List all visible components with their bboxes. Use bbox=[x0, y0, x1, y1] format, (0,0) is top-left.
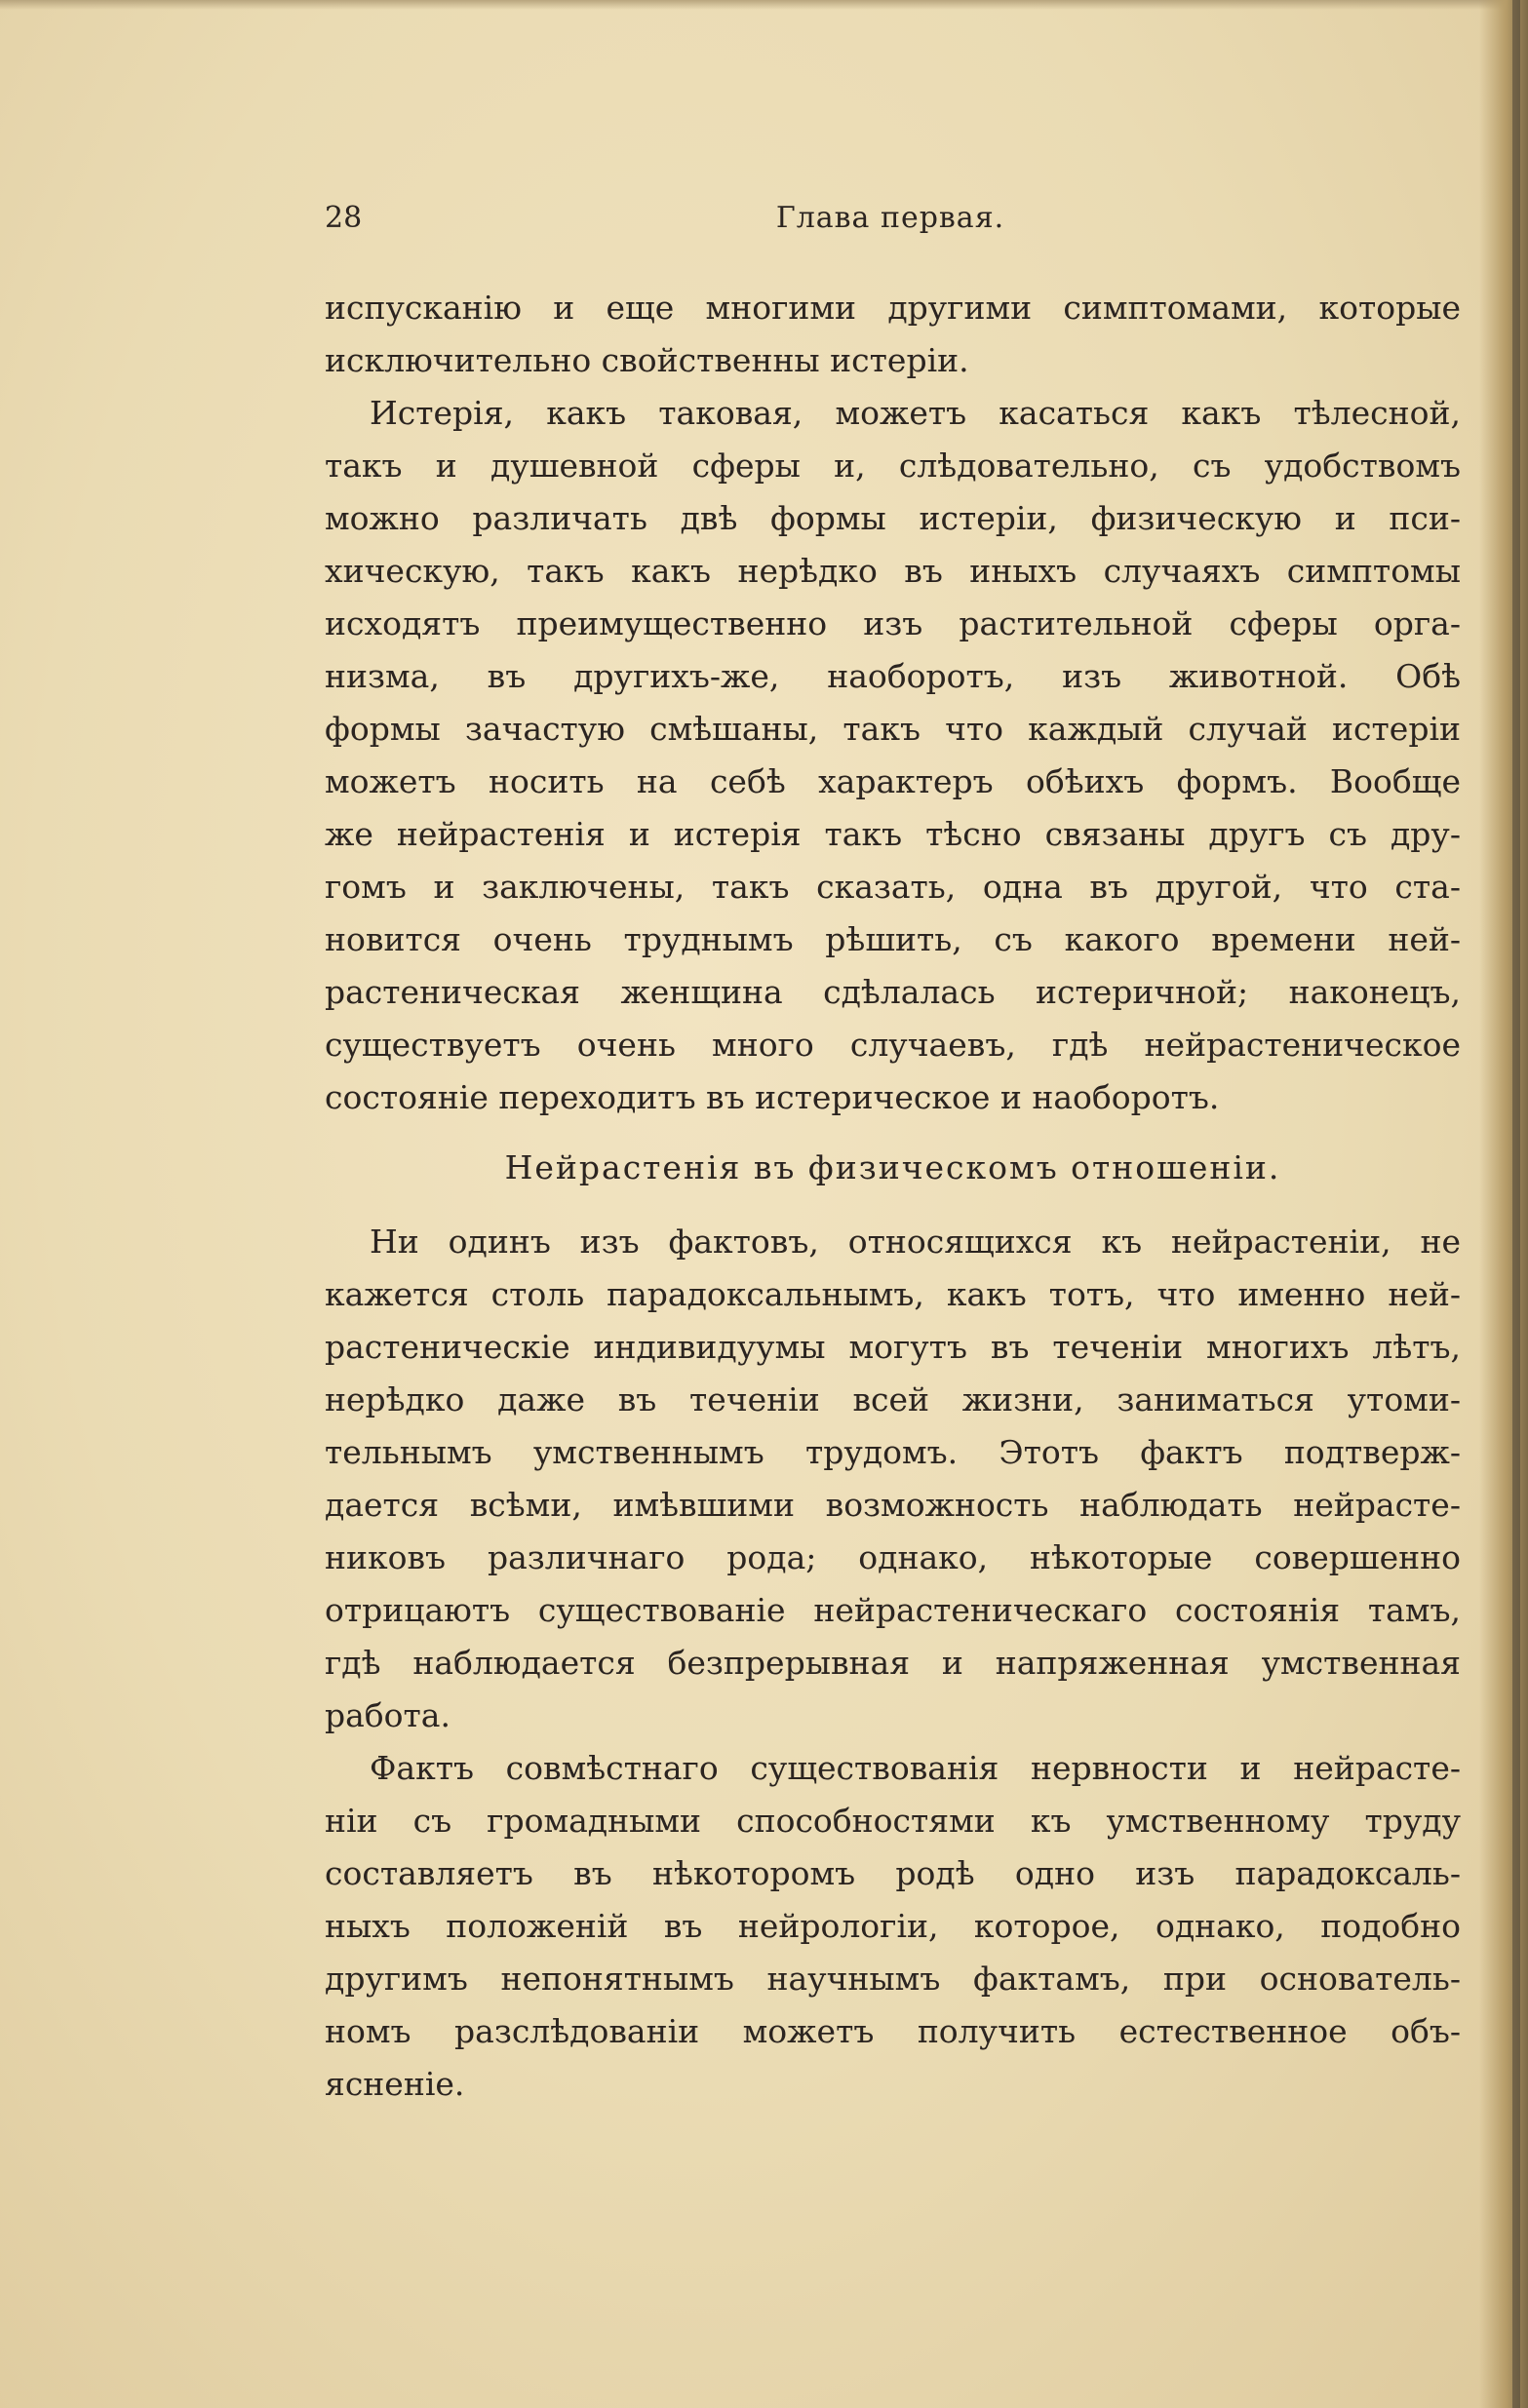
text-line: дается всѣми, имѣвшими возможность наблюдать нейрасте- bbox=[325, 1486, 1461, 1524]
text-line: отрицаютъ существованіе нейрастеническаго состоянія тамъ, bbox=[325, 1591, 1461, 1629]
text-line: гомъ и заключены, такъ сказать, одна въ другой, что ста- bbox=[325, 868, 1461, 906]
text-line: же нейрастенія и истерія такъ тѣсно связаны другъ съ дру- bbox=[325, 815, 1461, 853]
text-line: гдѣ наблюдается безпрерывная и напряженная умственная bbox=[325, 1644, 1461, 1682]
text-line: ныхъ положеній въ нейрологіи, которое, однако, подобно bbox=[325, 1907, 1461, 1945]
paragraph bbox=[325, 1216, 1461, 1742]
section-heading: Нейрастенія въ физическомъ отношеніи. bbox=[504, 1148, 1281, 1186]
text-line: существуетъ очень много случаевъ, гдѣ нейрастеническое bbox=[325, 1026, 1461, 1064]
text-line: Фактъ совмѣстнаго существованія нервности и нейрасте- bbox=[370, 1749, 1461, 1787]
text-line: испусканію и еще многими другими симптомами, которые bbox=[325, 289, 1461, 327]
page-top-edge bbox=[0, 0, 1528, 10]
text-line: формы зачастую смѣшаны, такъ что каждый случай истеріи bbox=[325, 710, 1461, 748]
text-line: хическую, такъ какъ нерѣдко въ иныхъ случаяхъ симптомы bbox=[325, 552, 1461, 590]
binding-shadow bbox=[1512, 0, 1520, 2408]
text-line: другимъ непонятнымъ научнымъ фактамъ, при основатель- bbox=[325, 1960, 1461, 1998]
text-line: номъ разслѣдованіи можетъ получить естественное объ- bbox=[325, 2012, 1461, 2050]
paragraph bbox=[325, 387, 1461, 1124]
text-line: кажется столь парадоксальнымъ, какъ тотъ, что именно ней- bbox=[325, 1275, 1461, 1313]
text-line: Истерія, какъ таковая, можетъ касаться какъ тѣлесной, bbox=[370, 394, 1461, 432]
text-line: новится очень труднымъ рѣшить, съ какого времени ней- bbox=[325, 920, 1461, 958]
text-line: растеническая женщина сдѣлалась истеричной; наконецъ, bbox=[325, 973, 1461, 1011]
text-line: можетъ носить на себѣ характеръ обѣихъ формъ. Вообще bbox=[325, 762, 1461, 800]
text-line: низма, въ другихъ-же, наоборотъ, изъ животной. Обѣ bbox=[325, 657, 1461, 695]
text-line: ясненіе. bbox=[325, 2065, 465, 2103]
text-line: ніи съ громадными способностями къ умственному труду bbox=[325, 1802, 1461, 1840]
text-line: нерѣдко даже въ теченіи всей жизни, заниматься утоми- bbox=[325, 1380, 1461, 1418]
text-line: работа. bbox=[325, 1696, 451, 1734]
text-line: можно различать двѣ формы истеріи, физическую и пси- bbox=[325, 499, 1461, 537]
text-line: растеническіе индивидуумы могутъ въ теченіи многихъ лѣтъ, bbox=[325, 1328, 1461, 1366]
text-line: исходятъ преимущественно изъ растительной сферы орга- bbox=[325, 604, 1461, 642]
body-text bbox=[325, 282, 1461, 2111]
page-number: 28 bbox=[325, 201, 363, 235]
text-line: никовъ различнаго рода; однако, нѣкоторые совершенно bbox=[325, 1538, 1461, 1576]
text-line: исключительно свойственны истеріи. bbox=[325, 341, 969, 379]
text-line: тельнымъ умственнымъ трудомъ. Этотъ фактъ подтверж- bbox=[325, 1433, 1461, 1471]
text-line: Ни одинъ изъ фактовъ, относящихся къ нейрастеніи, не bbox=[370, 1223, 1461, 1261]
paragraph bbox=[325, 1742, 1461, 2111]
text-line: состояніе переходитъ въ истерическое и наоборотъ. bbox=[325, 1078, 1220, 1116]
page-right-edge bbox=[1479, 0, 1528, 2408]
text-line: такъ и душевной сферы и, слѣдовательно, съ удобствомъ bbox=[325, 447, 1461, 485]
text-line: составляетъ въ нѣкоторомъ родѣ одно изъ парадоксаль- bbox=[325, 1854, 1461, 1892]
page-header bbox=[325, 201, 1456, 240]
running-title: Глава первая. bbox=[775, 201, 1005, 235]
paragraph bbox=[325, 282, 1461, 387]
